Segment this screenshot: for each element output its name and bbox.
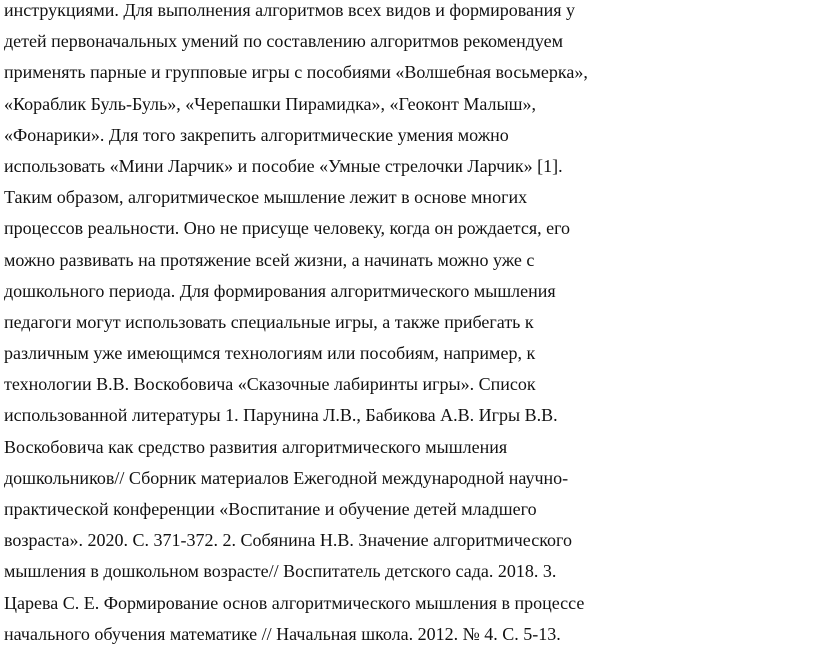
text-line: начального обучения математике // Начальная школа. 2012. № 4. С. 5-13.	[4, 623, 561, 644]
text-line: использовать «Мини Ларчик» и пособие «Умные стрелочки Ларчик» [1].	[4, 155, 563, 176]
text-line: «Фонарики». Для того закрепить алгоритмические умения можно	[4, 124, 509, 145]
text-line: процессов реальности. Оно не присуще человеку, когда он рождается, его	[4, 218, 571, 239]
text-line: различным уже имеющимся технологиям или пособиям, например, к	[4, 343, 536, 364]
text-line: детей первоначальных умений по составлению алгоритмов рекомендуем	[4, 31, 564, 52]
text-line: инструкциями. Для выполнения алгоритмов всех видов и формирования у	[4, 0, 576, 20]
text-line: дошкольного периода. Для формирования алгоритмического мышления	[4, 280, 556, 301]
body-text	[4, 0, 816, 650]
text-line: «Кораблик Буль-Буль», «Черепашки Пирамидка», «Геоконт Малыш»,	[4, 93, 536, 114]
text-line: практической конференции «Воспитание и обучение детей младшего	[4, 499, 537, 519]
text-line: Царева С. Е. Формирование основ алгоритмического мышления в процессе	[4, 592, 585, 613]
text-line: возраста». 2020. С. 371-372. 2. Собянина Н.В. Значение алгоритмического	[4, 530, 572, 551]
text-line: можно развивать на протяжение всей жизни, а начинать можно уже с	[4, 249, 535, 270]
text-line: применять парные и групповые игры с пособиями «Волшебная восьмерка»,	[4, 62, 588, 83]
text-line: Таким образом, алгоритмическое мышление лежит в основе многих	[4, 187, 528, 208]
text-line: Воскобовича как средство развития алгоритмического мышления	[4, 436, 508, 457]
text-line: технологии В.В. Воскобовича «Сказочные лабиринты игры». Список	[4, 374, 536, 395]
text-line: использованной литературы 1. Парунина Л.В., Бабикова А.В. Игры В.В.	[4, 405, 558, 426]
text-line: педагоги могут использовать специальные игры, а также прибегать к	[4, 311, 534, 332]
text-line: мышления в дошкольном возрасте// Воспитатель детского сада. 2018. 3.	[4, 561, 557, 582]
text-line: дошкольников// Сборник материалов Ежегодной международной научно-	[4, 467, 569, 488]
